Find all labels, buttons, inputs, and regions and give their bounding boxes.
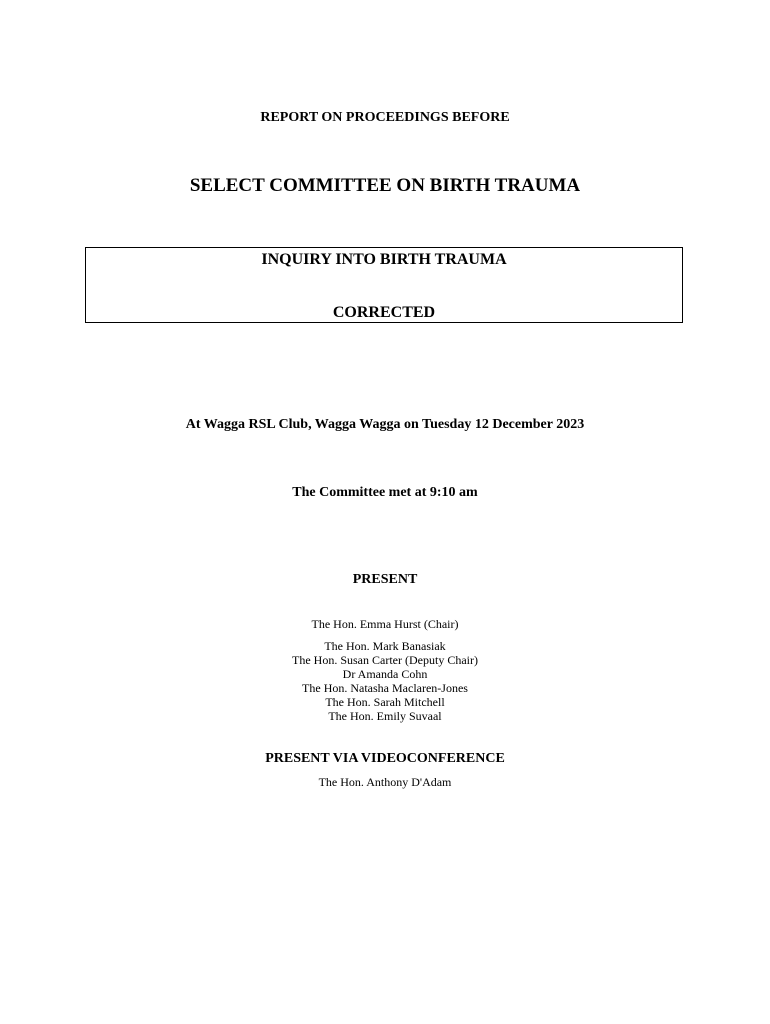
chair-block xyxy=(0,617,770,631)
member-name: The Hon. Emma Hurst (Chair) xyxy=(311,617,459,631)
committee-title: SELECT COMMITTEE ON BIRTH TRAUMA xyxy=(189,175,581,196)
videoconference-heading: PRESENT VIA VIDEOCONFERENCE xyxy=(265,751,505,766)
meeting-time: The Committee met at 9:10 am xyxy=(292,485,478,500)
report-heading: REPORT ON PROCEEDINGS BEFORE xyxy=(260,110,510,125)
member-name: The Hon. Natasha Maclaren-Jones xyxy=(302,681,468,695)
present-heading: PRESENT xyxy=(352,572,418,587)
member-name: The Hon. Mark Banasiak xyxy=(324,639,446,653)
member-name: The Hon. Sarah Mitchell xyxy=(325,695,445,709)
member-name: The Hon. Emily Suvaal xyxy=(328,709,442,723)
videoconference-members xyxy=(0,775,770,789)
member-name: The Hon. Anthony D'Adam xyxy=(318,775,452,789)
inquiry-box xyxy=(85,247,683,323)
venue-line: At Wagga RSL Club, Wagga Wagga on Tuesday 12 December 2023 xyxy=(185,417,585,432)
members-list xyxy=(0,639,770,723)
inquiry-title: INQUIRY INTO BIRTH TRAUMA xyxy=(261,251,507,268)
member-name: Dr Amanda Cohn xyxy=(342,667,428,681)
corrected-label: CORRECTED xyxy=(332,304,436,321)
member-name: The Hon. Susan Carter (Deputy Chair) xyxy=(292,653,478,667)
